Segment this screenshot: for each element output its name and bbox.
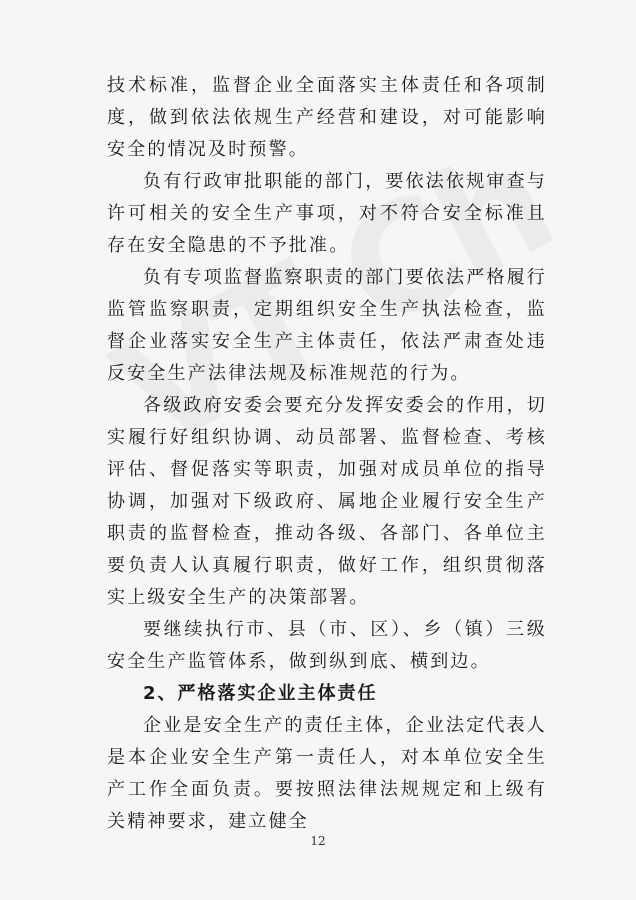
section-heading: 2、严格落实企业主体责任: [143, 683, 378, 704]
paragraph-6: 企业是安全生产的责任主体，企业法定代表人是本企业安全生产第一责任人，对本单位安全生产工作全面负责。要按照法律法规规定和上级有关精神要求，建立健全: [107, 715, 547, 832]
paragraph-1: 技术标准，监督企业全面落实主体责任和各项制度，做到依法依规生产经营和建设，对可能影响安全的情况及时预警。: [107, 75, 547, 160]
body-text: [107, 70, 547, 838]
paragraph-4: 各级政府安委会要充分发挥安委会的作用，切实履行好组织协调、动员部署、监督检查、考核评估、督促落实等职责，加强对成员单位的指导协调，加强对下级政府、属地企业履行安全生产职责的监督检查，推动各级、各部门、各单位主要负责人认真履行职责，做好工作，组织贯彻落实上级安全生产的决策部署。: [107, 395, 547, 608]
paragraph-3: 负有专项监督监察职责的部门要依法严格履行监管监察职责，定期组织安全生产执法检查，监督企业落实安全生产主体责任，依法严肃查处违反安全生产法律法规及标准规范的行为。: [107, 267, 547, 384]
paragraph-5: 要继续执行市、县（市、区）、乡（镇）三级安全生产监管体系，做到纵到底、横到边。: [107, 619, 547, 672]
page-number: 12: [310, 834, 326, 848]
paragraph-2: 负有行政审批职能的部门，要依法依规审查与许可相关的安全生产事项，对不符合安全标准且存在安全隐患的不予批准。: [107, 171, 547, 256]
